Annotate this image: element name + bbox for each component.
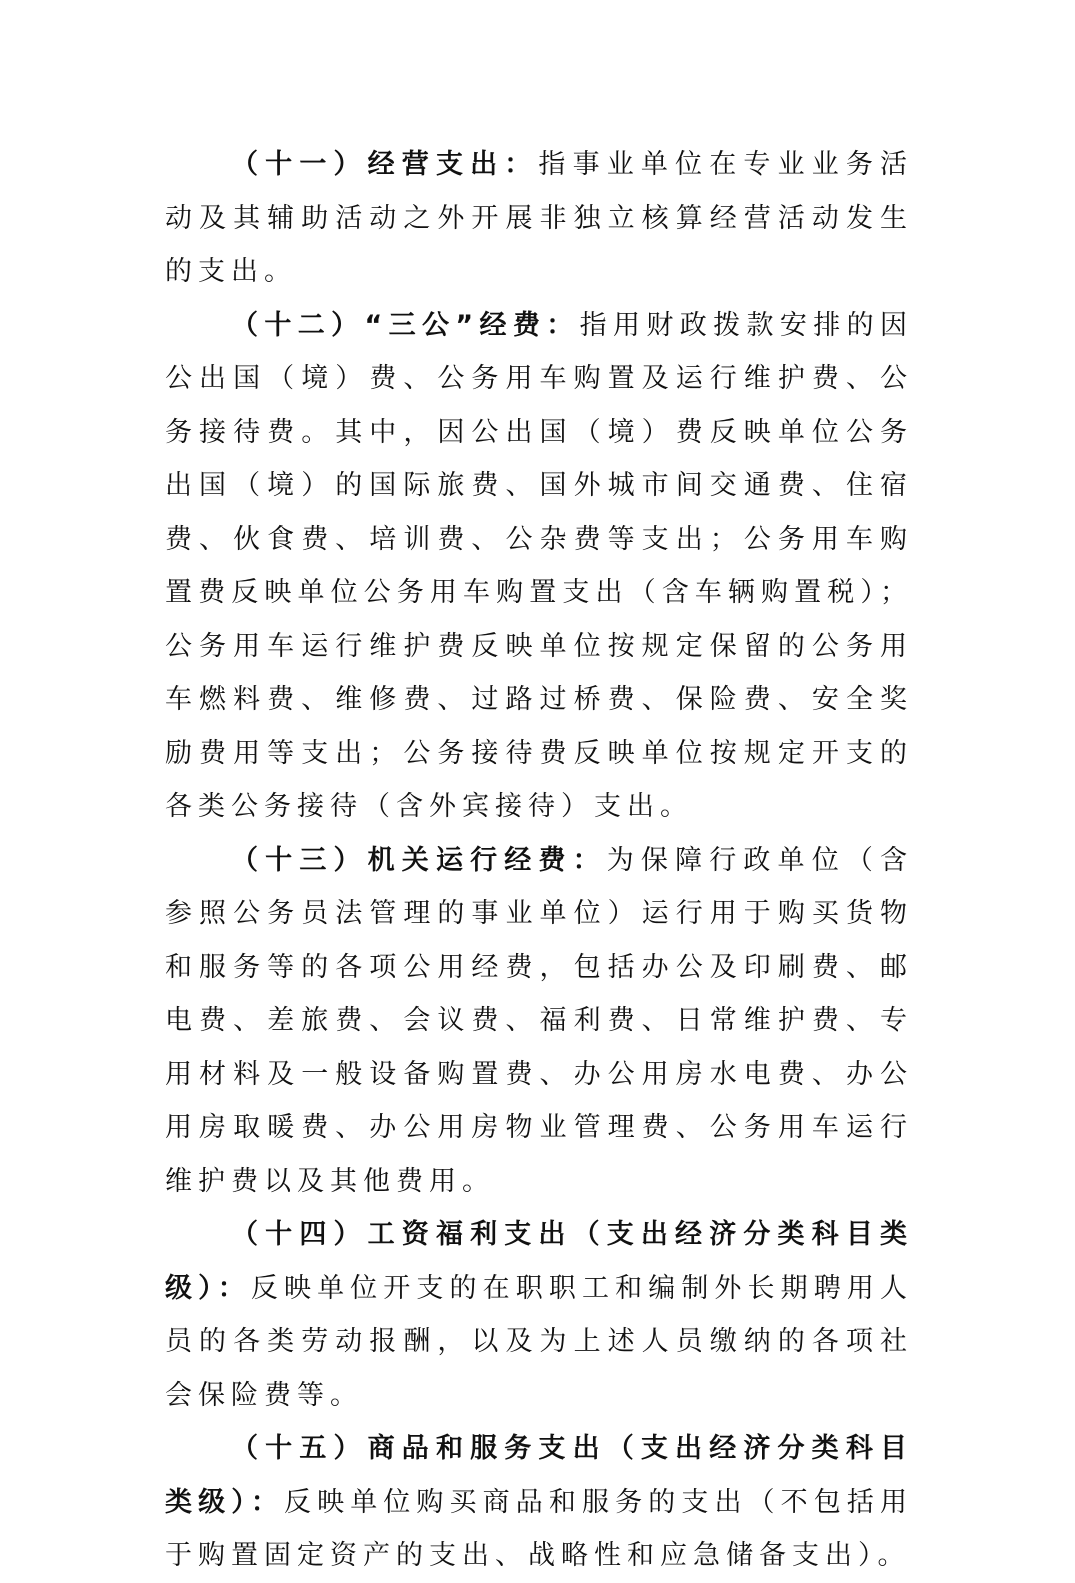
term-heading: （十一）经营支出：	[231, 149, 539, 180]
term-definition: 反映单位购买商品和服务的支出（不包括用于购置固定资产的支出、战略性和应急储备支出）。	[165, 1486, 914, 1571]
term-definition: 指事业单位在专业业务活动及其辅助活动之外开展非独立核算经营活动发生的支出。	[165, 149, 914, 287]
document-body	[165, 138, 913, 1583]
term-heading: （十四）工资福利支出（支出经济分类科目类级）：	[165, 1219, 913, 1304]
term-definition: 反映单位开支的在职职工和编制外长期聘用人员的各类劳动报酬，以及为上述人员缴纳的各项社会保险费等。	[165, 1272, 914, 1411]
term-definition: 为保障行政单位（含参照公务员法管理的事业单位）运行用于购买货物和服务等的各项公用经费，包括办公及印刷费、邮电费、差旅费、会议费、福利费、日常维护费、专用材料及一般设备购置费、办公用房水电费、办公用房取暖费、办公用房物业管理费、公务用车运行维护费以及其他费用。	[165, 844, 914, 1197]
term-heading: （十五）商品和服务支出（支出经济分类科目类级）：	[165, 1433, 913, 1518]
term-definition: 指用财政拨款安排的因公出国（境）费、公务用车购置及运行维护费、公务接待费。其中，因公出国（境）费反映单位公务出国（境）的国际旅费、国外城市间交通费、住宿费、伙食费、培训费、公杂费等支出；公务用车购置费反映单位公务用车购置支出（含车辆购置税）；公务用车运行维护费反映单位按规定保留的公务用车燃料费、维修费、过路过桥费、保险费、安全奖励费用等支出；公务接待费反映单位按规定开支的各类公务接待（含外宾接待）支出。	[165, 309, 913, 822]
paragraph-operating-expenditure	[165, 138, 913, 299]
paragraph-goods-services-expenditure	[165, 1422, 913, 1583]
term-heading: （十三）机关运行经费：	[231, 844, 607, 876]
term-heading: （十二）“三公”经费：	[231, 309, 580, 341]
paragraph-wages-welfare-expenditure	[165, 1208, 913, 1422]
paragraph-agency-operating-funds	[165, 834, 913, 1209]
paragraph-three-public-expenses	[165, 299, 913, 834]
